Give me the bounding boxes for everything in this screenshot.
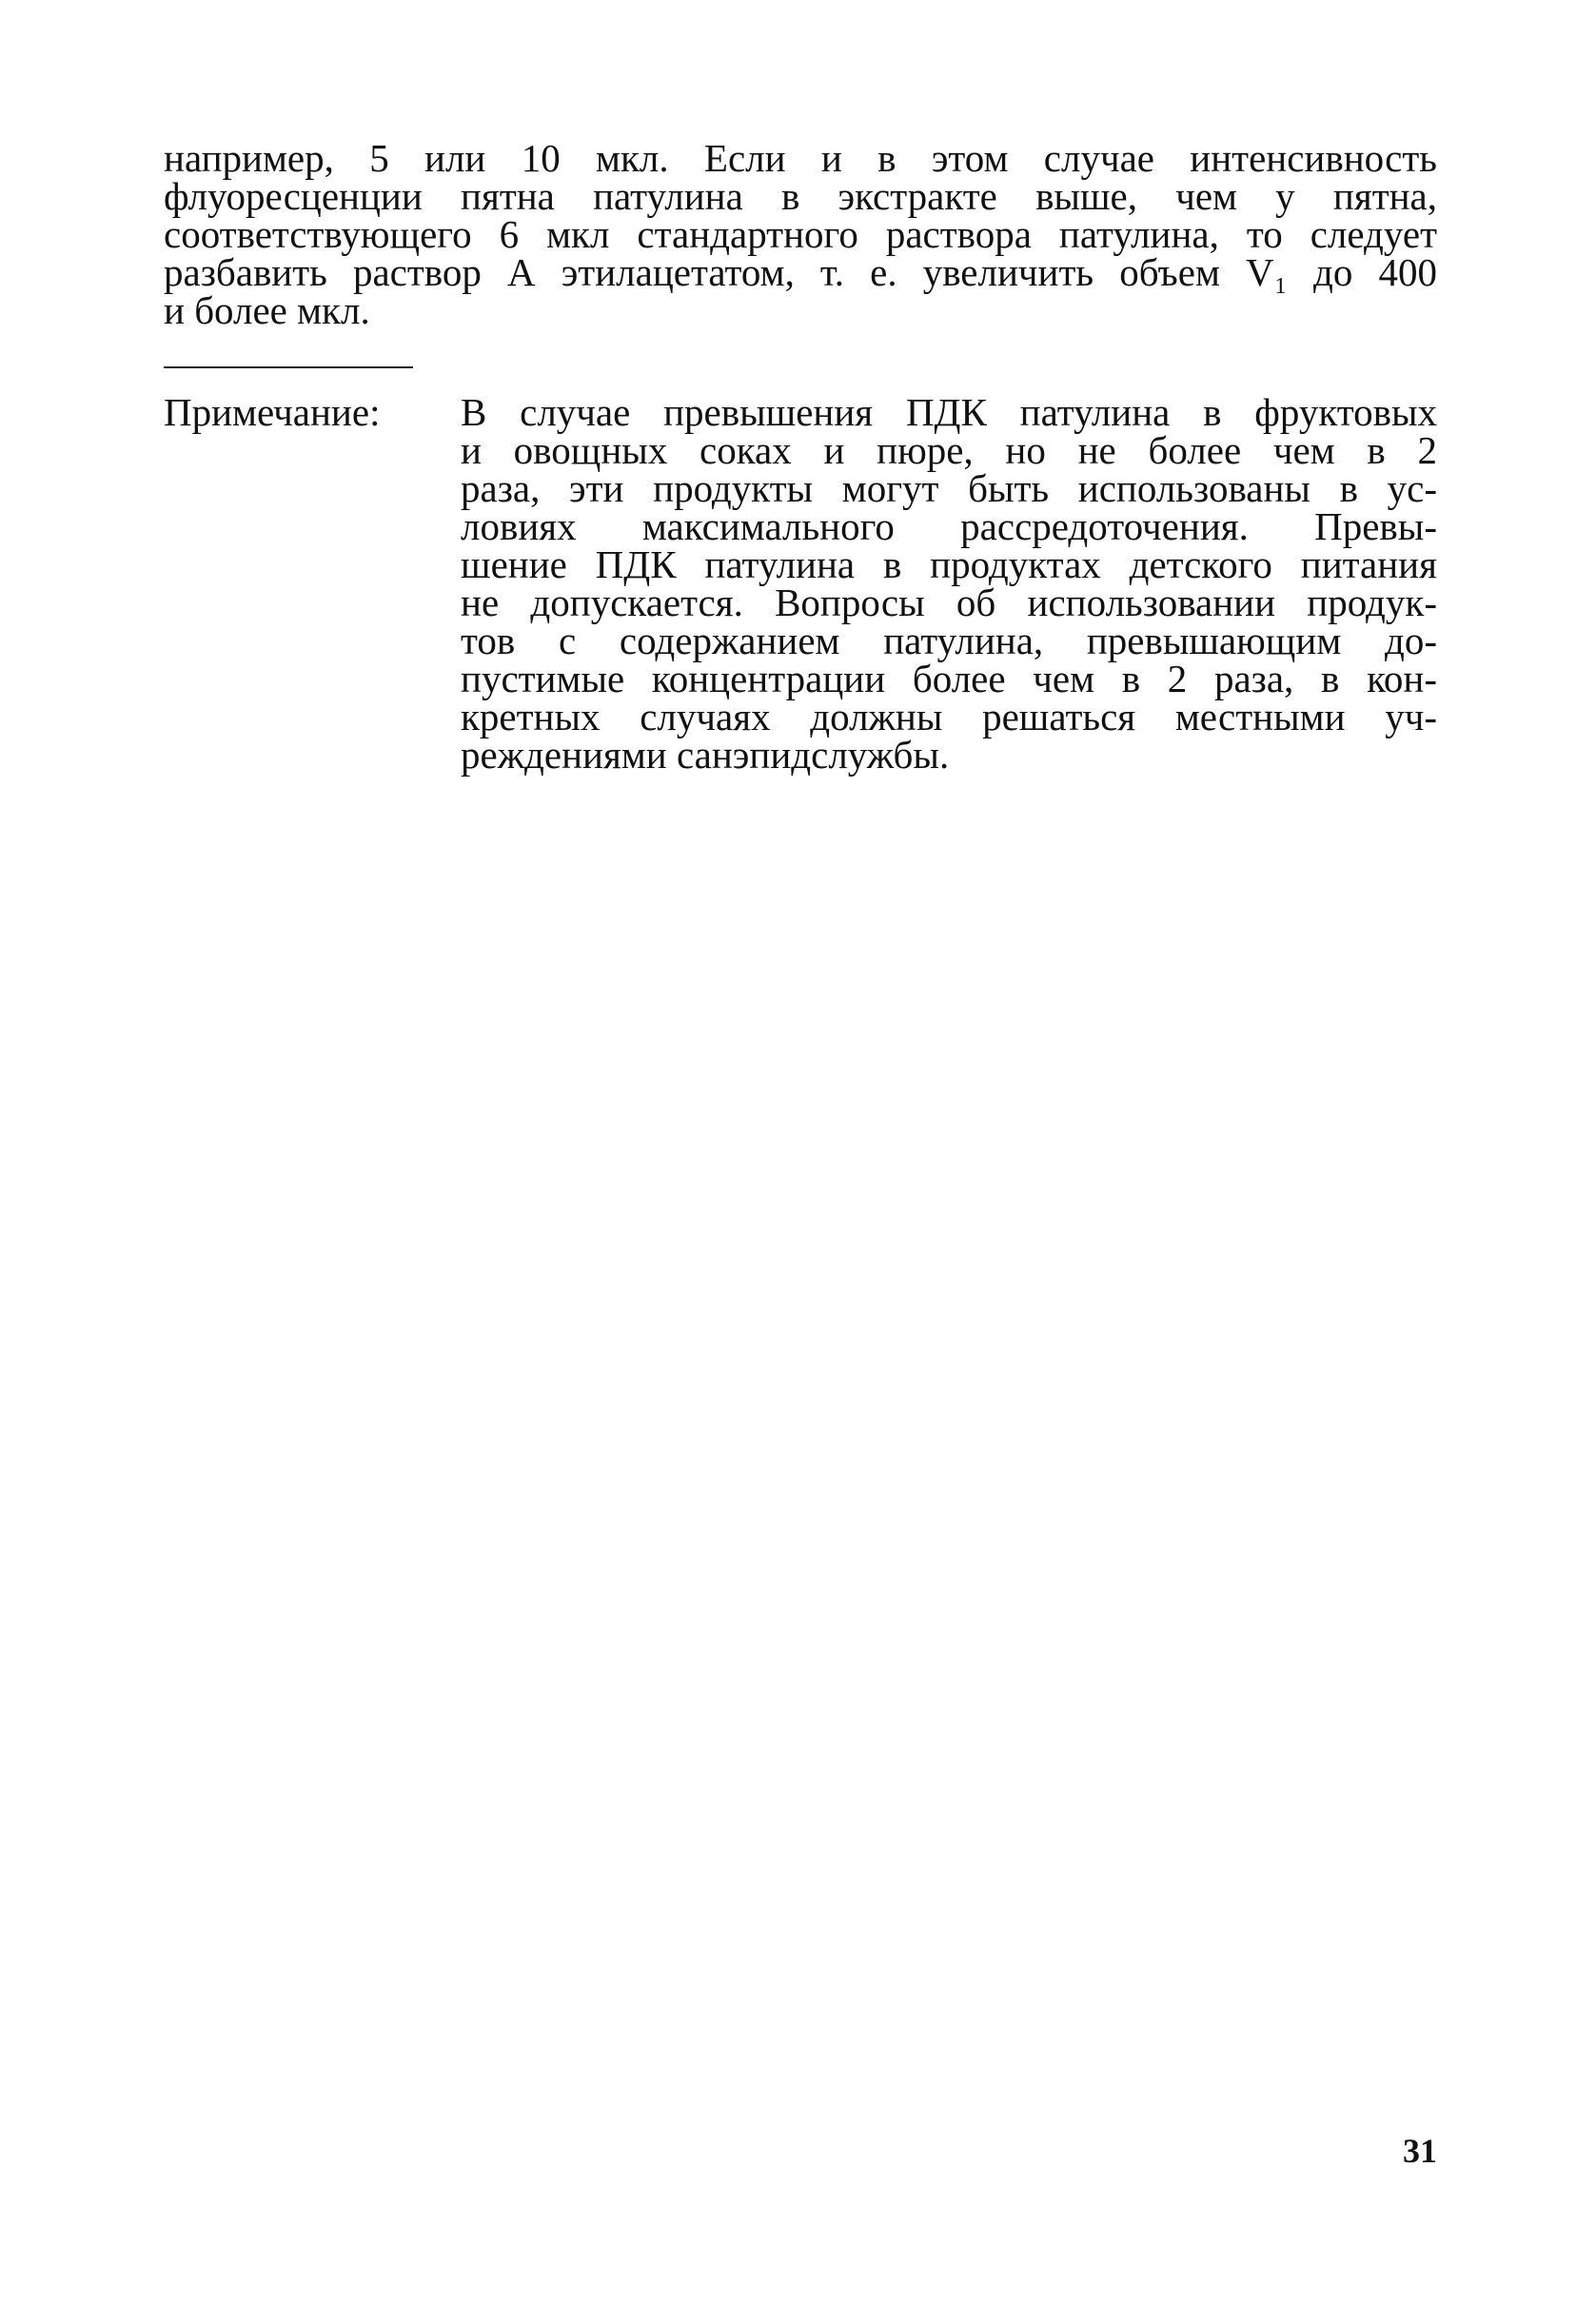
- paragraph-line: например, 5 или 10 мкл. Если и в этом случае интенсивность: [164, 136, 1437, 180]
- note-separator-rule: [164, 366, 413, 368]
- note-line: не допускается. Вопросы об использовании продук-: [461, 581, 1437, 624]
- note-line: раза, эти продукты могут быть использованы в ус-: [461, 466, 1437, 510]
- note-line: В случае превышения ПДК патулина в фруктовых: [461, 390, 1437, 434]
- note-line: кретных случаях должны решаться местными уч-: [461, 695, 1437, 739]
- paragraph-line: соответствующего 6 мкл стандартного раствора патулина, то следует: [164, 212, 1437, 256]
- note-line: реждениями санэпидслужбы.: [461, 733, 950, 777]
- note-line: тов с содержанием патулина, превышающим до-: [461, 619, 1437, 662]
- note-label: Примечание:: [164, 390, 381, 434]
- paragraph-line: флуоресценции пятна патулина в экстракте выше, чем у пятна,: [164, 174, 1437, 218]
- note-line: шение ПДК патулина в продуктах детского питания: [461, 542, 1437, 586]
- paragraph-line: и более мкл.: [164, 288, 370, 332]
- note-body: [461, 390, 1437, 777]
- note-line: и овощных соках и пюре, но не более чем в 2: [461, 428, 1437, 472]
- paragraph-line: разбавить раствор А этилацетатом, т. е. увеличить объем V₁ до 400: [164, 250, 1437, 294]
- note-line: ловиях максимального рассредоточения. Превы-: [461, 504, 1437, 548]
- intro-paragraph: [164, 136, 1437, 332]
- note-line: пустимые концентрации более чем в 2 раза, в кон-: [461, 657, 1437, 700]
- page-number: 31: [1403, 2132, 1437, 2170]
